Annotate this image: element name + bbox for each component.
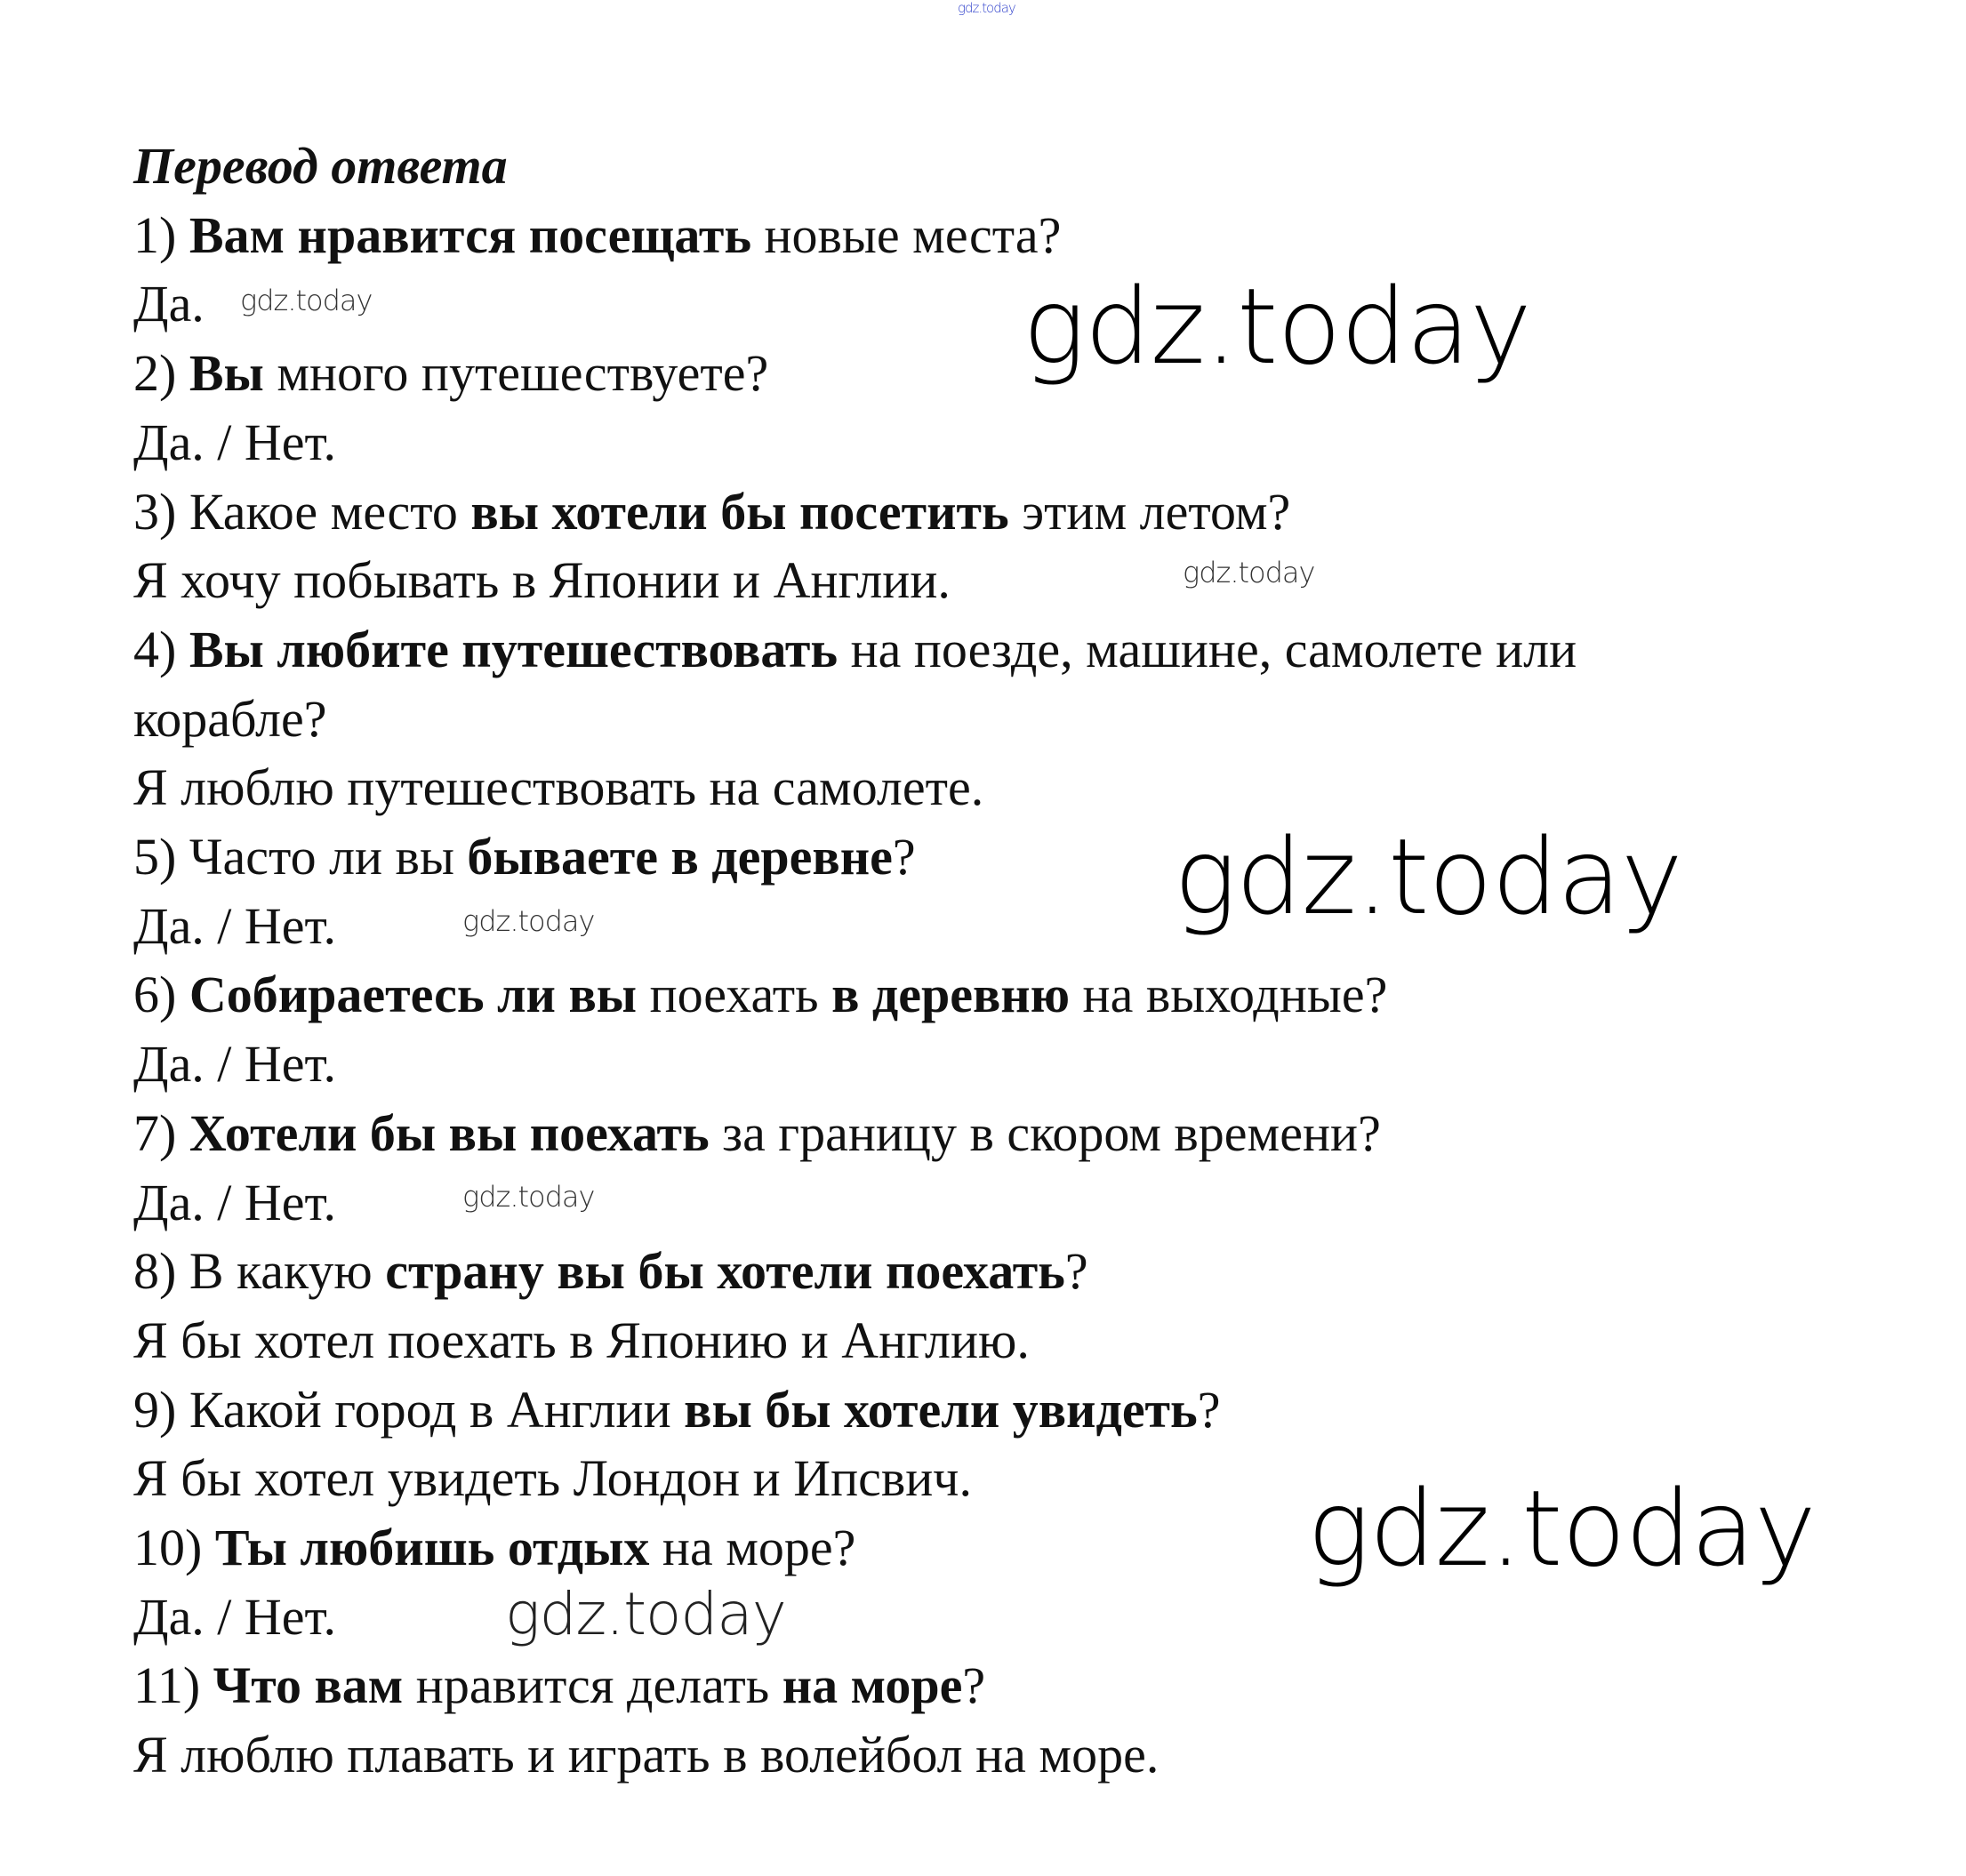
text-segment: Я бы хотел поехать в Японию и Англию.: [133, 1311, 1030, 1369]
text-segment: новые места?: [751, 205, 1062, 264]
text-line: [133, 1375, 1220, 1445]
text-line: [133, 822, 916, 892]
text-segment: 7): [133, 1103, 189, 1162]
text-segment: на поезде, машине, самолете или: [838, 620, 1577, 678]
text-segment: Да. / Нет.: [133, 896, 337, 955]
text-segment: поехать: [637, 966, 832, 1024]
bold-text-segment: страну вы бы хотели поехать: [385, 1242, 1065, 1301]
page-title: Перевод ответа: [133, 137, 508, 195]
text-segment: 2): [133, 344, 189, 403]
text-segment: Я хочу побывать в Японии и Англии.: [133, 551, 951, 610]
text-line: [133, 1444, 972, 1513]
text-segment: Да. / Нет.: [133, 413, 337, 471]
text-segment: много путешествуете?: [263, 344, 769, 403]
text-segment: ?: [1197, 1380, 1221, 1439]
text-line: [133, 1237, 1088, 1306]
text-segment: Я люблю путешествовать на самолете.: [133, 758, 984, 817]
text-segment: 3) Какое место: [133, 482, 471, 541]
text-line: [133, 685, 326, 754]
top-watermark: gdz.today: [958, 0, 1015, 16]
bold-text-segment: Вам нравится посещать: [189, 205, 751, 264]
text-line: [133, 1651, 985, 1720]
text-line: [133, 339, 768, 408]
text-line: [133, 546, 951, 615]
text-line: [133, 960, 1387, 1030]
text-segment: 1): [133, 205, 189, 264]
text-segment: на море?: [649, 1519, 856, 1577]
watermark-medium: gdz.today: [505, 1580, 786, 1648]
text-line: [133, 408, 336, 477]
text-segment: нравится делать: [403, 1656, 782, 1715]
bold-text-segment: вы хотели бы посетить: [470, 482, 1009, 541]
text-segment: Я бы хотел увидеть Лондон и Ипсвич.: [133, 1449, 972, 1508]
text-segment: 4): [133, 620, 189, 678]
bold-text-segment: Собираетесь ли вы: [189, 966, 638, 1024]
text-segment: на выходные?: [1070, 966, 1388, 1024]
text-segment: корабле?: [133, 689, 327, 748]
text-line: [133, 1720, 1159, 1790]
bold-text-segment: Вы любите путешествовать: [189, 620, 839, 678]
text-line: [133, 615, 1577, 685]
text-line: [133, 1583, 336, 1652]
watermark-large: gdz.today: [1023, 265, 1531, 388]
bold-text-segment: бываете в деревне: [467, 828, 893, 886]
text-segment: Да. / Нет.: [133, 1173, 337, 1231]
watermark-small: gdz.today: [240, 284, 373, 317]
text-segment: 11): [133, 1656, 213, 1715]
watermark-small: gdz.today: [462, 1180, 595, 1214]
text-segment: ?: [892, 828, 916, 886]
text-segment: Да. / Нет.: [133, 1587, 337, 1646]
watermark-large: gdz.today: [1307, 1467, 1816, 1590]
bold-text-segment: Ты любишь отдых: [214, 1519, 650, 1577]
text-line: [133, 269, 205, 339]
watermark-large: gdz.today: [1174, 815, 1682, 938]
text-line: [133, 1513, 855, 1583]
text-segment: этим летом?: [1008, 482, 1291, 541]
text-segment: 8) В какую: [133, 1242, 386, 1301]
text-line: [133, 1099, 1381, 1168]
bold-text-segment: Что вам: [213, 1656, 404, 1715]
text-line: [133, 753, 983, 822]
bold-text-segment: Хотели бы вы поехать: [189, 1103, 710, 1162]
text-segment: Да. / Нет.: [133, 1035, 337, 1094]
bold-text-segment: Вы: [189, 344, 264, 403]
text-segment: ?: [962, 1656, 986, 1715]
text-line: [133, 201, 1061, 270]
bold-text-segment: на море: [782, 1656, 963, 1715]
text-line: [133, 477, 1290, 547]
bold-text-segment: в деревню: [831, 966, 1071, 1024]
text-line: [133, 892, 336, 961]
text-segment: за границу в скором времени?: [709, 1103, 1381, 1162]
text-segment: 10): [133, 1519, 215, 1577]
text-segment: Я люблю плавать и играть в волейбол на море.: [133, 1726, 1160, 1784]
text-segment: 6): [133, 966, 189, 1024]
bold-text-segment: вы бы хотели увидеть: [684, 1380, 1198, 1439]
text-line: [133, 1030, 336, 1099]
text-line: [133, 1168, 336, 1238]
text-segment: 9) Какой город в Англии: [133, 1380, 685, 1439]
text-segment: 5) Часто ли вы: [133, 828, 468, 886]
text-line: [133, 1306, 1030, 1375]
watermark-small: gdz.today: [462, 904, 595, 938]
text-segment: Да.: [133, 275, 205, 333]
text-segment: ?: [1064, 1242, 1088, 1301]
watermark-small: gdz.today: [1183, 556, 1315, 589]
